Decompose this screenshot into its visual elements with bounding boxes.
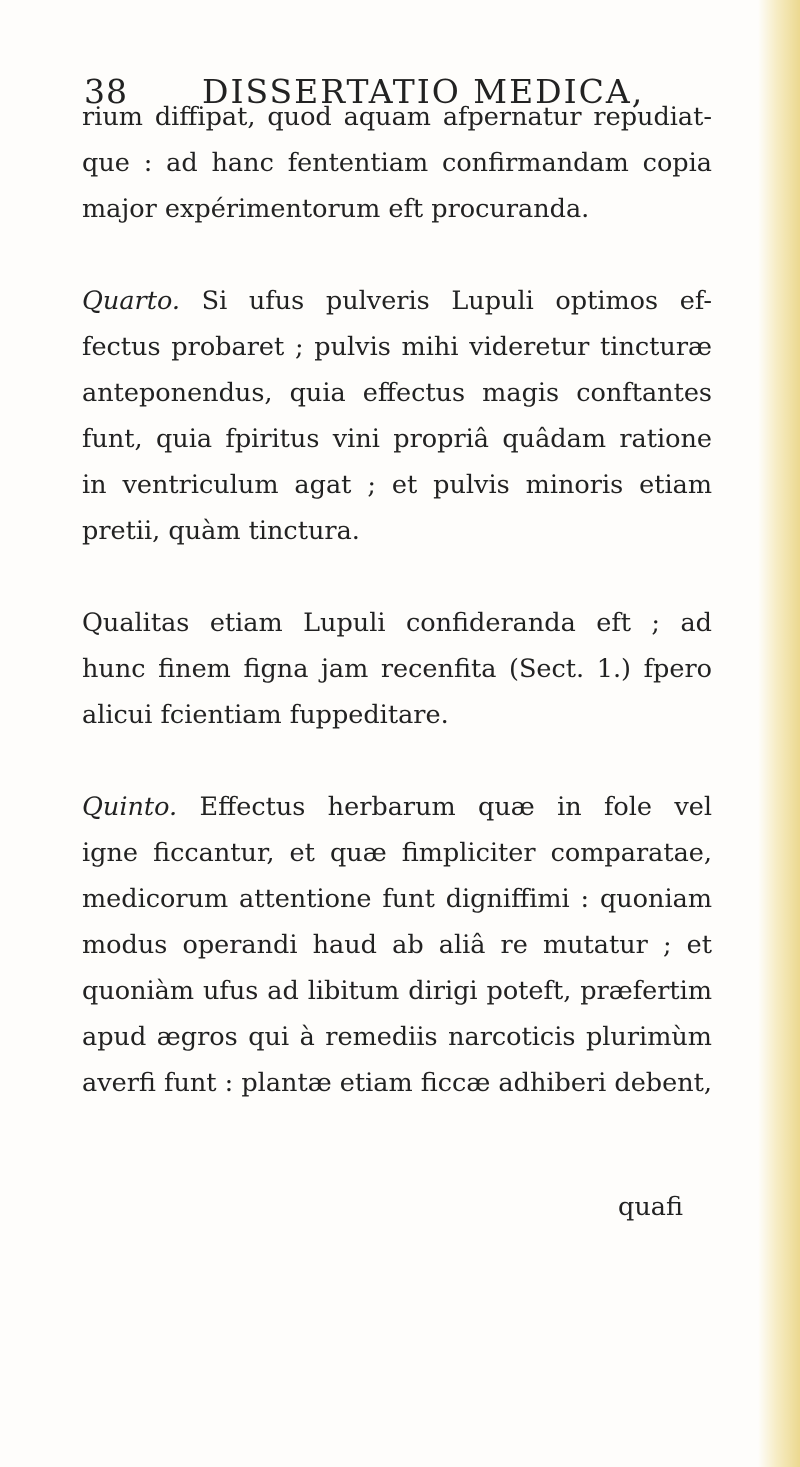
text-line: rium diffipat, quod aquam afpernatur repudiat-: [82, 102, 712, 132]
text-line: major expérimentorum eft procuranda.: [82, 194, 590, 224]
page-edge-shading: [758, 0, 800, 1467]
text-line: medicorum attentione funt digniffimi : quoniam: [82, 884, 712, 914]
page-number: 38: [84, 72, 128, 111]
text-line: fectus probaret ; pulvis mihi videretur tincturæ: [82, 332, 712, 362]
text-line: funt, quia fpiritus vini propriâ quâdam ratione: [82, 424, 712, 454]
text-line: averfi funt : plantæ etiam ficcæ adhiberi debent,: [82, 1068, 712, 1098]
paragraph-lead-word: Quarto.: [82, 286, 180, 316]
paragraph-4: [82, 784, 712, 1106]
text-line: pretii, quàm tinctura.: [82, 516, 360, 546]
text-line: alicui fcientiam fuppeditare.: [82, 700, 449, 730]
text-line: apud ægros qui à remediis narcoticis plurimùm: [82, 1022, 712, 1052]
paragraph-3: [82, 600, 712, 738]
text-line: anteponendus, quia effectus magis conftantes: [82, 378, 712, 408]
text-line: in ventriculum agat ; et pulvis minoris etiam: [82, 470, 712, 500]
text-line: Qualitas etiam Lupuli confideranda eft ; ad: [82, 608, 712, 638]
text-line: modus operandi haud ab aliâ re mutatur ; et: [82, 930, 712, 960]
text-line: que : ad hanc fententiam confirmandam copia: [82, 148, 712, 178]
paragraph-2: [82, 278, 712, 554]
text-line: igne ficcantur, et quæ fimpliciter comparatae,: [82, 838, 712, 868]
running-title: DISSERTATIO MEDICA,: [202, 72, 645, 111]
text-line: quoniàm ufus ad libitum dirigi poteft, præfertim: [82, 976, 712, 1006]
catchword: quafi: [618, 1192, 683, 1222]
paragraph-1: [82, 94, 712, 232]
text-line-rest: Si ufus pulveris Lupuli optimos ef-: [179, 286, 712, 316]
text-line: [82, 784, 712, 830]
text-line: hunc finem figna jam recenfita (Sect. 1.) fpero: [82, 654, 712, 684]
text-line: [82, 278, 712, 324]
body-text: [82, 94, 712, 1106]
paragraph-lead-word: Quinto.: [82, 792, 178, 822]
text-line-rest: Effectus herbarum quæ in fole vel: [177, 792, 712, 822]
